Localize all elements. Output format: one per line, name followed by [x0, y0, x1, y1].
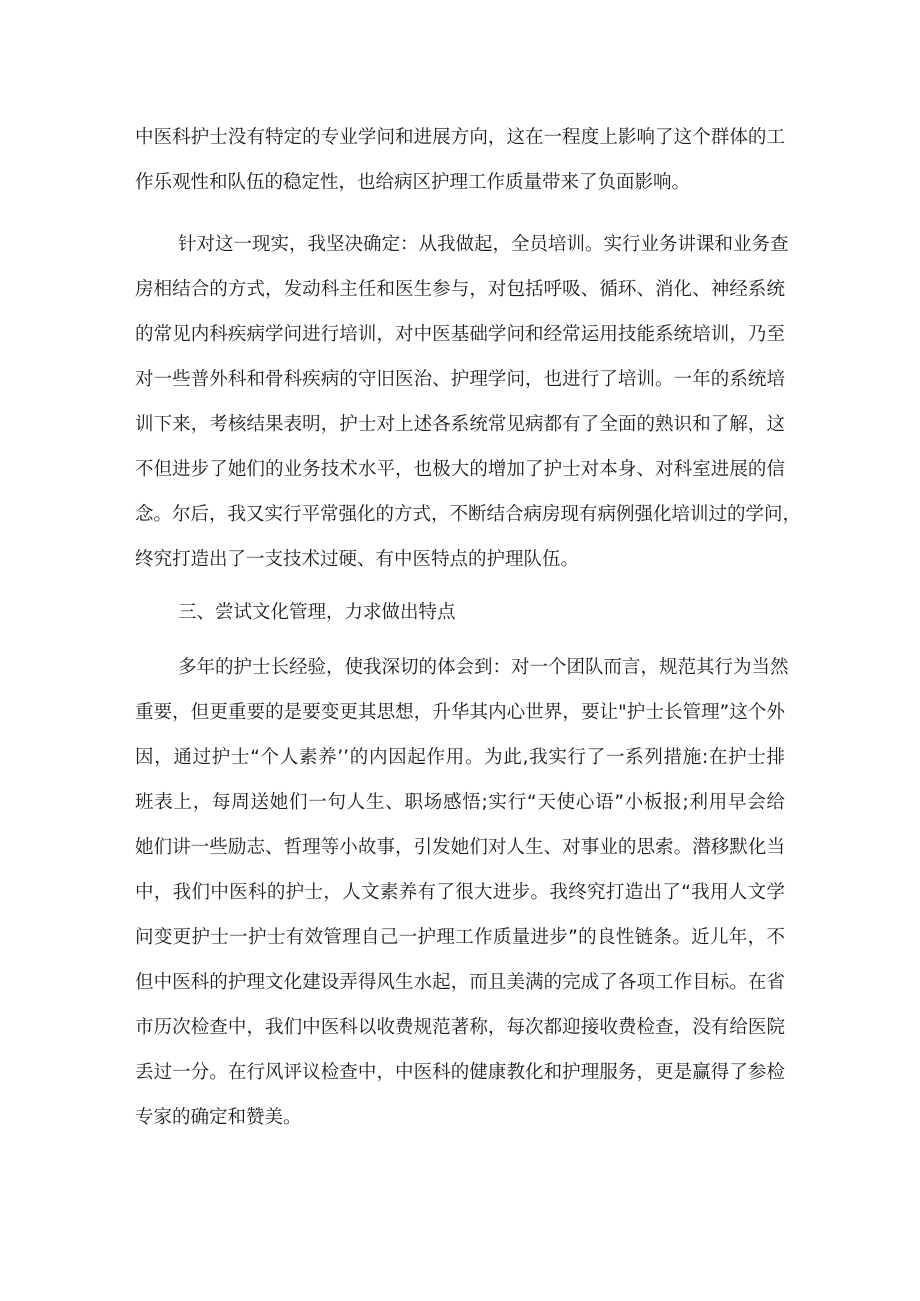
text-line: 终究打造出了一支技术过硬、有中医特点的护理队伍。 [135, 549, 580, 570]
text-line: 丢过一分。在行风评议检查中，中医科的健康教化和护理服务，更是赢得了参检 [135, 1062, 785, 1083]
text-line: 多年的护士长经验，使我深切的体会到：对一个团队而言，规范其行为当然 [178, 657, 789, 678]
text-line: 专家的确定和赞美。 [135, 1107, 302, 1128]
text-line: 房相结合的方式，发动科主任和医生参与，对包括呼吸、循环、消化、神经系统 [135, 279, 785, 300]
text-line: 但中医科的护理文化建设弄得风生水起，而且美满的完成了各项工作目标。在省 [135, 972, 785, 993]
text-line: 她们讲一些励志、哲理等小故事，引发她们对人生、对事业的思索。潜移默化当 [135, 837, 785, 858]
text-line: 重要，但更重要的是要变更其思想，升华其内心世界，要让"护士长管理”这个外 [135, 702, 785, 723]
text-line: 中医科护士没有特定的专业学问和进展方向，这在一程度上影响了这个群体的工 [135, 127, 785, 148]
text-line: 因，通过护士“个人素养’’的内因起作用。为此,我实行了一系列措施:在护士排 [135, 747, 785, 768]
text-line: 中，我们中医科的护士，人文素养有了很大进步。我终究打造出了“我用人文学 [135, 882, 785, 903]
text-line: 班表上，每周送她们一句人生、职场感悟;实行“天使心语”小板报;利用早会给 [135, 792, 785, 813]
text-line: 的常见内科疾病学问进行培训，对中医基础学问和经常运用技能系统培训，乃至 [135, 324, 785, 345]
text-line: 作乐观性和队伍的稳定性，也给病区护理工作质量带来了负面影响。 [135, 172, 691, 193]
text-line: 念。尔后，我又实行平常强化的方式，不断结合病房现有病例强化培训过的学问， [135, 504, 802, 525]
text-line: 训下来，考核结果表明，护士对上述各系统常见病都有了全面的熟识和了解，这 [135, 414, 785, 435]
text-line: 市历次检查中，我们中医科以收费规范著称，每次都迎接收费检查，没有给医院 [135, 1017, 785, 1038]
text-line: 针对这一现实，我坚决确定：从我做起，全员培训。实行业务讲课和业务查 [178, 234, 789, 255]
text-line: 问变更护士一护士有效管理自己一护理工作质量进步”的良性链条。近儿年，不 [135, 927, 785, 948]
text-line: 对一些普外科和骨科疾病的守旧医治、护理学问，也进行了培训。一年的系统培 [135, 369, 785, 390]
section-heading: 三、尝试文化管理，力求做出特点 [178, 602, 456, 623]
text-line: 不但进步了她们的业务技术水平，也极大的增加了护士对本身、对科室进展的信 [135, 459, 785, 480]
